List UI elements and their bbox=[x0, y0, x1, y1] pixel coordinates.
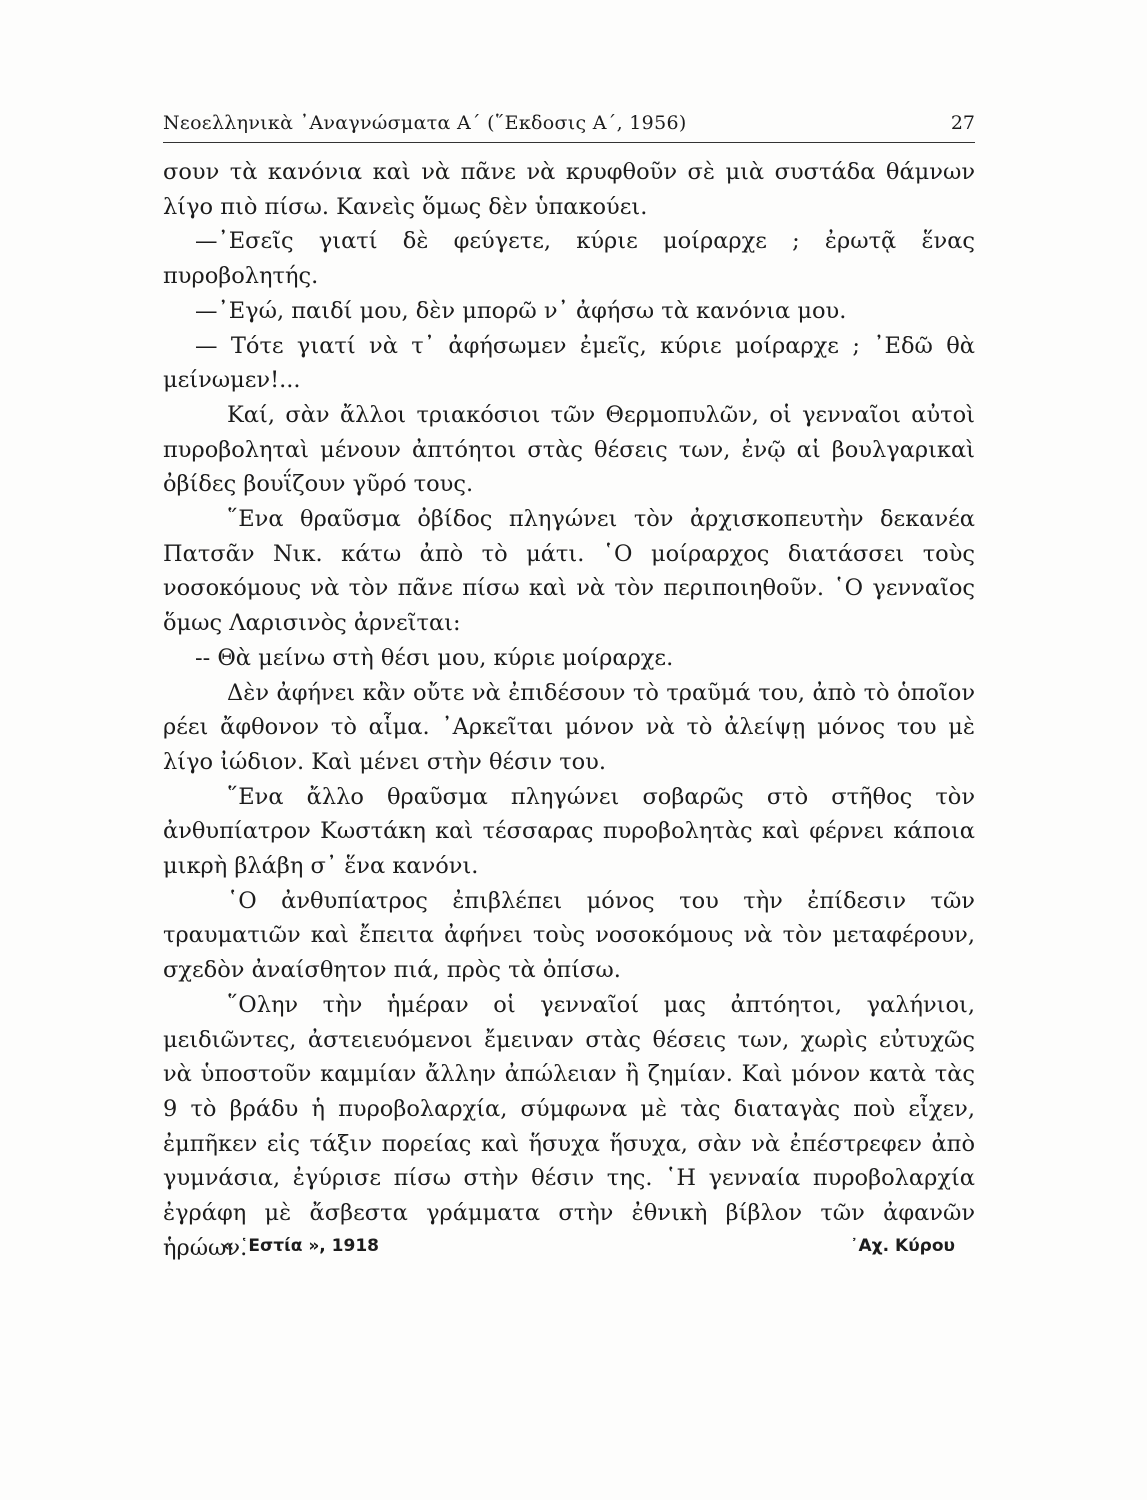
running-header bbox=[163, 108, 975, 143]
paragraph: ῞Ενα θραῦσμα ὀβίδος πληγώνει τὸν ἀρχισκοπευτὴν δεκανέα Πατσᾶν Νικ. κάτω ἀπὸ τὸ μάτι. ῾Ο μοίραρχος διατάσσει τοὺς νοσοκόμους νὰ τὸν πᾶνε πίσω καὶ νὰ τὸν περιποιηθοῦν. ῾Ο γενναῖος ὅμως Λαρισινὸς ἀρνεῖται: bbox=[163, 506, 975, 637]
source-citation: « ῾Εστία », 1918 bbox=[223, 1236, 379, 1256]
page-number: 27 bbox=[950, 112, 975, 134]
attribution-footer bbox=[163, 1236, 975, 1266]
dialogue-line: — Τότε γιατί νὰ τ᾿ ἀφήσωμεν ἐμεῖς, κύριε μοίραρχε ; ᾿Εδῶ θὰ μείνωμεν!... bbox=[163, 332, 975, 394]
dialogue-line: -- Θὰ μείνω στὴ θέσι μου, κύριε μοίραρχε. bbox=[195, 644, 674, 671]
header-title: Νεοελληνικὰ ᾿Αναγνώσματα Α΄ (῞Εκδοσις Α΄, 1956) bbox=[163, 112, 687, 134]
author-name: ᾿Αχ. Κύρου bbox=[850, 1236, 955, 1256]
paragraph: σουν τὰ κανόνια καὶ νὰ πᾶνε νὰ κρυφθοῦν σὲ μιὰ συστάδα θάμνων λίγο πιὸ πίσω. Κανεὶς ὅμως δὲν ὑπακούει. bbox=[163, 159, 975, 220]
paragraph: Καί, σὰν ἄλλοι τριακόσιοι τῶν Θερμοπυλῶν, οἱ γενναῖοι αὐτοὶ πυροβοληταὶ μένουν ἀπτόητοι στὰς θέσεις των, ἐνῷ αἱ βουλγαρικαὶ ὀβίδες βουΐζουν γῦρό τους. bbox=[163, 401, 975, 498]
dialogue-line: —᾿Εσεῖς γιατί δὲ φεύγετε, κύριε μοίραρχε ; ἐρωτᾷ ἕνας πυροβολητής. bbox=[163, 228, 975, 290]
paragraph: ῞Ολην τὴν ἡμέραν οἱ γενναῖοί μας ἀπτόητοι, γαλήνιοι, μειδιῶντες, ἀστειευόμενοι ἔμειναν στὰς θέσεις των, χωρὶς εὐτυχῶς νὰ ὑποστοῦν καμμίαν ἄλλην ἀπώλειαν ἢ ζημίαν. Καὶ μόνον κατὰ τὰς 9 τὸ βράδυ ἡ πυροβολαρχία, σύμφωνα μὲ τὰς διαταγὰς ποὺ εἶχεν, ἐμπῆκεν εἰς τάξιν πορείας καὶ ἥσυχα ἥσυχα, σὰν νὰ ἐπέστρεφεν ἀπὸ γυμνάσια, ἐγύρισε πίσω στὴν θέσιν της. ῾Η γενναία πυροβολαρχία ἐγράφη μὲ ἄσβεστα γράμματα στὴν ἐθνικὴ βίβλον τῶν ἀφανῶν ἡρώων. bbox=[163, 991, 975, 1261]
body-text bbox=[163, 155, 975, 1266]
paragraph: Δὲν ἀφήνει κἂν οὔτε νὰ ἐπιδέσουν τὸ τραῦμά του, ἀπὸ τὸ ὁποῖον ρέει ἄφθονον τὸ αἷμα. ᾿Αρκεῖται μόνον νὰ τὸ ἀλείψῃ μόνος του μὲ λίγο ἰώδιον. Καὶ μένει στὴν θέσιν του. bbox=[163, 679, 975, 775]
paragraph: ῾Ο ἀνθυπίατρος ἐπιβλέπει μόνος του τὴν ἐπίδεσιν τῶν τραυματιῶν καὶ ἔπειτα ἀφήνει τοὺς νοσοκόμους νὰ τὸν μεταφέρουν, σχεδὸν ἀναίσθητον πιά, πρὸς τὰ ὀπίσω. bbox=[163, 887, 975, 984]
paragraph: ῞Ενα ἄλλο θραῦσμα πληγώνει σοβαρῶς στὸ στῆθος τὸν ἀνθυπίατρον Κωστάκη καὶ τέσσαρας πυροβολητὰς καὶ φέρνει κάποια μικρὴ βλάβη σ᾿ ἕνα κανόνι. bbox=[163, 783, 975, 880]
dialogue-line: —᾿Εγώ, παιδί μου, δὲν μπορῶ ν᾿ ἀφήσω τὰ κανόνια μου. bbox=[195, 297, 847, 324]
